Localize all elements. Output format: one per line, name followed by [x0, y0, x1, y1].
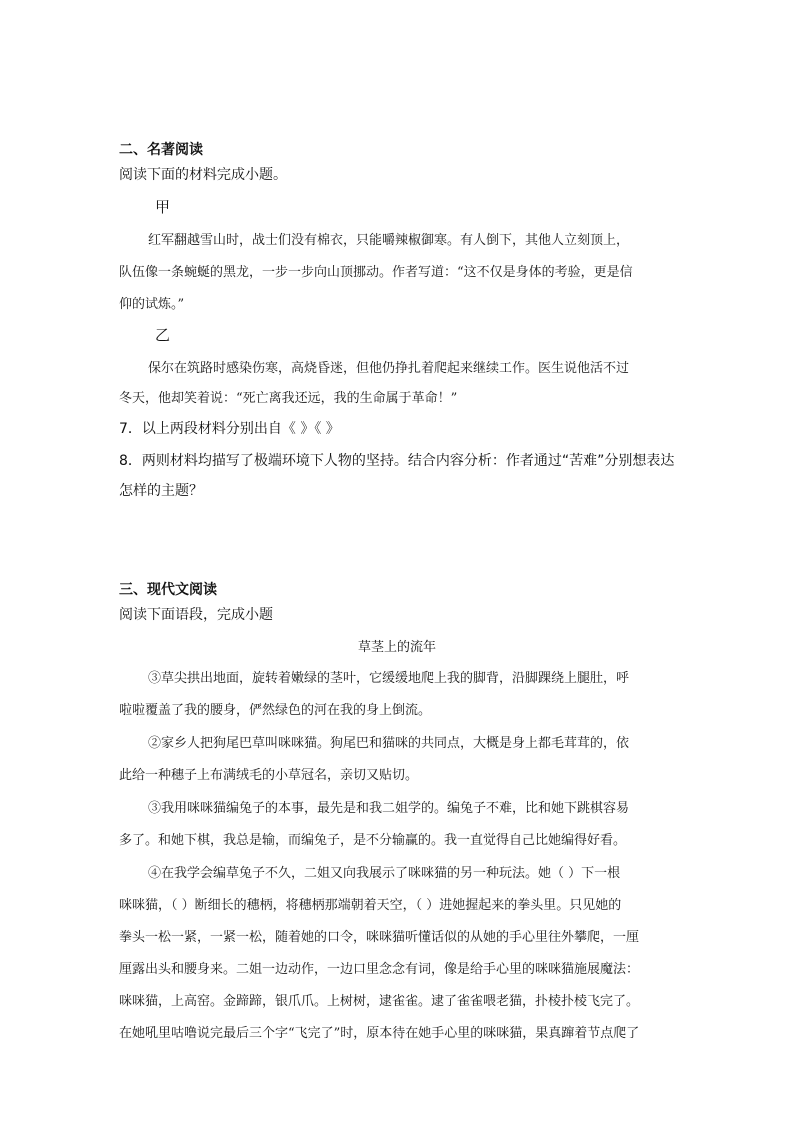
article-paragraph-line: 咪咪猫，上高窑。金蹄蹄，银爪爪。上树树，逮雀雀。逮了雀雀喂老猫，扑棱扑棱飞完了。 [119, 994, 640, 1009]
article-paragraph-line: ③草尖拱出地面，旋转着嫩绿的茎叶，它缓缓地爬上我的脚背，沿脚踝绕上腿肚，呼 [148, 671, 630, 686]
article-paragraph-line: 厘露出头和腰身来。二姐一边动作，一边口里念念有词，像是给手心里的咪咪猫施展魔法： [119, 962, 640, 977]
article-paragraph-line: 咪咪猫，（ ）断细长的穗柄，将穗柄那端朝着天空，（ ）进她握起来的拳头里。只见她的 [119, 898, 622, 913]
section3-instruction: 阅读下面语段，完成小题 [119, 607, 273, 623]
article-paragraph-line: 此给一种穗子上布满绒毛的小草冠名，亲切又贴切。 [119, 768, 419, 783]
article-paragraph-line: ④在我学会编草兔子不久，二姐又向我展示了咪咪猫的另一种玩法。她（ ）下一根 [148, 866, 621, 881]
passage-a-line: 红军翻越雪山时，战士们没有棉衣，只能嚼辣椒御寒。有人倒下，其他人立刻顶上， [148, 233, 630, 248]
passage-a-label: 甲 [155, 198, 171, 216]
article-title: 草茎上的流年 [357, 640, 436, 655]
passage-b-line: 冬天，他却笑着说：“死亡离我还远，我的生命属于革命！” [119, 391, 458, 406]
section2-instruction: 阅读下面的材料完成小题。 [119, 167, 287, 183]
section3-heading: 三、现代文阅读 [119, 582, 217, 598]
passage-a-line: 队伍像一条蜿蜒的黑龙，一步一步向山顶挪动。作者写道：“这不仅是身体的考验，更是信 [119, 265, 633, 280]
question-8-line: 怎样的主题？ [119, 483, 203, 499]
passage-b-line: 保尔在筑路时感染伤寒，高烧昏迷，但他仍挣扎着爬起来继续工作。医生说他活不过 [148, 361, 630, 376]
question-8-line: 8．两则材料均描写了极端环境下人物的坚持。结合内容分析：作者通过“苦难”分别想表达 [119, 453, 675, 469]
article-paragraph-line: 在她吼里咕噜说完最后三个字“飞完了”时，原本待在她手心里的咪咪猫，果真蹿着节点爬了 [119, 1026, 640, 1041]
article-paragraph-line: 拳头一松一紧，一紧一松，随着她的口令，咪咪猫听懂话似的从她的手心里往外攀爬，一厘 [119, 930, 640, 945]
article-paragraph-line: 多了。和她下棋，我总是输，而编兔子，是不分输赢的。我一直觉得自己比她编得好看。 [119, 833, 627, 848]
section2-heading: 二、名著阅读 [119, 142, 203, 158]
question-7: 7．以上两段材料分别出自《 》《 》 [119, 421, 340, 437]
article-paragraph-line: 啦啦覆盖了我的腰身，俨然绿色的河在我的身上倒流。 [119, 703, 432, 718]
article-paragraph-line: ③我用咪咪猫编兔子的本事，最先是和我二姐学的。编兔子不难，比和她下跳棋容易 [148, 801, 630, 816]
passage-a-line: 仰的试炼。” [119, 297, 185, 312]
passage-b-label: 乙 [155, 326, 171, 344]
article-paragraph-line: ②家乡人把狗尾巴草叫咪咪猫。狗尾巴和猫咪的共同点，大概是身上都毛茸茸的，依 [148, 736, 630, 751]
